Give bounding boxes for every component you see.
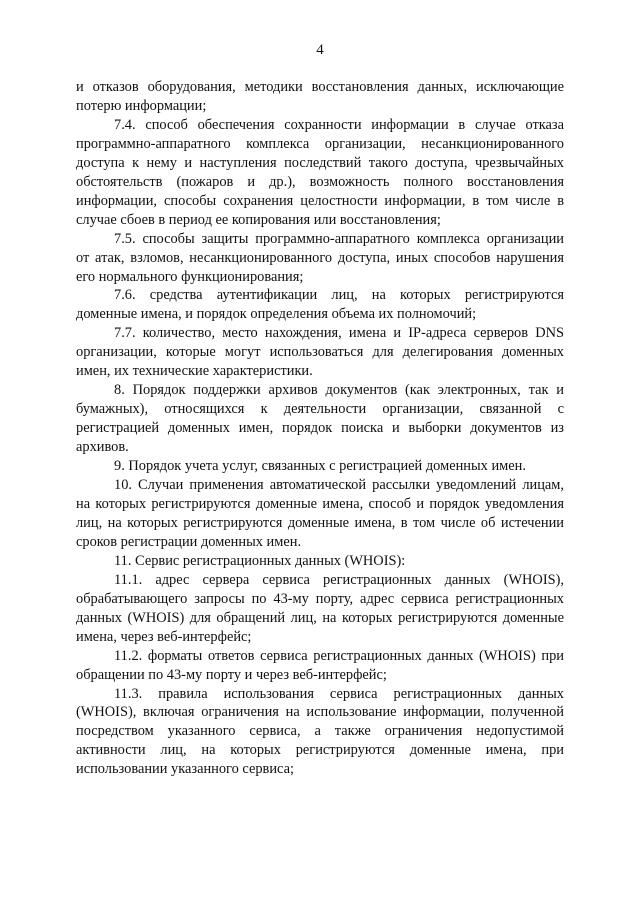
paragraph-11: 11. Сервис регистрационных данных (WHOIS): (114, 552, 406, 569)
paragraph-11-2: 11.2. форматы ответов сервиса регистрационных данных (WHOIS) при обращении по 43-му порту и через веб-интерфейс; (76, 647, 564, 683)
document-body (76, 78, 564, 779)
page-number: 4 (316, 42, 324, 58)
paragraph-10: 10. Случаи применения автоматической рассылки уведомлений лицам, на которых регистрируются доменные имена, способ и порядок уведомления лиц, на которых регистрируются доменные имена, в том числе об истечении сроков регистрации доменных имен. (76, 477, 564, 550)
paragraph-7-7: 7.7. количество, место нахождения, имена и IP-адреса серверов DNS организации, которые могут использоваться для делегирования доменных имен, их технические характеристики. (76, 325, 564, 380)
paragraph-7-4: 7.4. способ обеспечения сохранности информации в случае отказа программно-аппаратного комплекса организации, несанкционированного доступа к нему и наступления последствий такого доступа, чрезвычайных обстоятельств (пожаров и др.), возможность полного восстановления информации, способы сохранения целостности информации, в том числе в случае сбоев в период ее копирования или восстановления; (76, 116, 564, 228)
paragraph-11-1: 11.1. адрес сервера сервиса регистрационных данных (WHOIS), обрабатывающего запросы по 43-му порту, адрес сервиса регистрационных данных (WHOIS) для обращений лиц, на которых регистрируются доменные имена, через веб-интерфейс; (76, 571, 564, 645)
paragraph-7-5: 7.5. способы защиты программно-аппаратного комплекса организации от атак, взломов, несанкционированного доступа, иных способов нарушения его нормального функционирования; (76, 230, 564, 285)
paragraph-7-6: 7.6. средства аутентификации лиц, на которых регистрируются доменные имена, и порядок определения объема их полномочий; (76, 287, 564, 323)
paragraph-continuation: и отказов оборудования, методики восстановления данных, исключающие потерю информации; (76, 79, 564, 114)
paragraph-9: 9. Порядок учета услуг, связанных с регистрацией доменных имен. (114, 458, 526, 475)
paragraph-11-3: 11.3. правила использования сервиса регистрационных данных (WHOIS), включая ограничения на использование информации, полученной посредством указанного сервиса, а также ограничения недопустимой активности лиц, на которых регистрируются доменные имена, при использовании указанного сервиса; (76, 685, 564, 778)
paragraph-8: 8. Порядок поддержки архивов документов (как электронных, так и бумажных), относящихся к деятельности организации, связанной с регистрацией доменных имен, порядок поиска и выборки документов из архивов. (76, 382, 564, 456)
